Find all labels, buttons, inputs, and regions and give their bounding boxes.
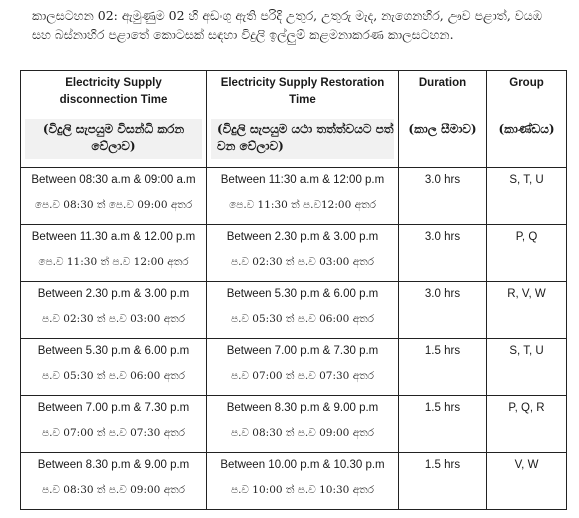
power-cut-schedule-table — [20, 70, 567, 510]
group-value: R, V, W — [507, 288, 546, 300]
header-label-si: (කාණ්ඩය) — [498, 122, 555, 136]
restoration-time-en: Between 2.30 p.m & 3.00 p.m — [226, 231, 379, 243]
group-cell — [487, 396, 567, 453]
disconnection-time-si: ප.ව 08:30 ත් ප.ව 09:00 අතර — [41, 484, 186, 496]
restoration-time-en: Between 10.00 p.m & 10.30 p.m — [220, 459, 385, 471]
disconnection-time-cell — [21, 396, 207, 453]
header-restoration-time — [207, 71, 399, 168]
table-row — [21, 396, 567, 453]
restoration-time-cell — [207, 339, 399, 396]
restoration-time-si: ප.ව 10:00 ත් ප.ව 10:30 අතර — [230, 484, 375, 496]
duration-value: 1.5 hrs — [424, 459, 461, 471]
disconnection-time-si: ප.ව 02:30 ත් ප.ව 03:00 අතර — [41, 313, 186, 325]
group-cell — [487, 453, 567, 510]
restoration-time-cell — [207, 453, 399, 510]
duration-cell — [399, 225, 487, 282]
header-duration — [399, 71, 487, 168]
disconnection-time-en: Between 8.30 p.m & 9.00 p.m — [37, 459, 190, 471]
disconnection-time-si: පෙ.ව 11:30 ත් ප.ව 12:00 අතර — [38, 256, 189, 268]
duration-value: 1.5 hrs — [424, 345, 461, 357]
group-value: S, T, U — [509, 174, 544, 186]
restoration-time-en: Between 7.00 p.m & 7.30 p.m — [226, 345, 379, 357]
restoration-time-si: ප.ව 02:30 ත් ප.ව 03:00 අතර — [230, 256, 375, 268]
disconnection-time-si: පෙ.ව 08:30 ත් පෙ.ව 09:00 අතර — [34, 199, 193, 211]
duration-cell — [399, 282, 487, 339]
header-label-en: Electricity Supply disconnection Time — [59, 77, 168, 106]
restoration-time-si: ප.ව 07:00 ත් ප.ව 07:30 අතර — [230, 370, 375, 382]
restoration-time-cell — [207, 225, 399, 282]
duration-cell — [399, 453, 487, 510]
group-cell — [487, 282, 567, 339]
group-value: S, T, U — [509, 345, 544, 357]
restoration-time-cell — [207, 168, 399, 225]
header-label-si: (විදුලි සැපයුම යථා තත්ත්වයට පත් වන වේලාව) — [211, 119, 394, 159]
disconnection-time-en: Between 11.30 a.m & 12.00 p.m — [31, 231, 196, 243]
table-row — [21, 339, 567, 396]
restoration-time-cell — [207, 282, 399, 339]
table-row — [21, 453, 567, 510]
disconnection-time-si: ප.ව 07:00 ත් ප.ව 07:30 අතර — [41, 427, 186, 439]
disconnection-time-cell — [21, 453, 207, 510]
restoration-time-en: Between 8.30 p.m & 9.00 p.m — [226, 402, 379, 414]
group-cell — [487, 225, 567, 282]
group-cell — [487, 168, 567, 225]
header-label-en: Duration — [418, 77, 467, 89]
restoration-time-si: ප.ව 05:30 ත් ප.ව 06:00 අතර — [230, 313, 375, 325]
disconnection-time-si: ප.ව 05:30 ත් ප.ව 06:00 අතර — [41, 370, 186, 382]
duration-cell — [399, 339, 487, 396]
disconnection-time-cell — [21, 225, 207, 282]
table-header-row — [21, 71, 567, 168]
restoration-time-cell — [207, 396, 399, 453]
table-row — [21, 168, 567, 225]
duration-value: 3.0 hrs — [424, 174, 461, 186]
disconnection-time-cell — [21, 168, 207, 225]
disconnection-time-en: Between 5.30 p.m & 6.00 p.m — [37, 345, 190, 357]
restoration-time-si: ප.ව 08:30 ත් ප.ව 09:00 අතර — [230, 427, 375, 439]
group-value: P, Q — [515, 231, 538, 243]
duration-value: 1.5 hrs — [424, 402, 461, 414]
header-label-si: (විදුලි සැපයුම විසන්ධි කරන වේලාව) — [25, 119, 202, 159]
duration-cell — [399, 168, 487, 225]
intro-paragraph: කාලසටහන 02: ඇමුණුම 02 හි අඩංගු ඇති පරිදි උතුර, උතුරු මැද, නැගෙනහිර, ඌව පළාත්, වයඹ සහ බස්නාහිර පළාතේ කොටසක් සඳහා විදුලි ඉල්ලුම් කළමනාකරණ කාලසටහන. — [32, 8, 543, 42]
header-disconnection-time — [21, 71, 207, 168]
group-value: P, Q, R — [508, 402, 545, 414]
header-group — [487, 71, 567, 168]
header-label-si: (කාල සීමාව) — [408, 122, 477, 136]
disconnection-time-cell — [21, 282, 207, 339]
restoration-time-en: Between 5.30 p.m & 6.00 p.m — [226, 288, 379, 300]
disconnection-time-cell — [21, 339, 207, 396]
table-row — [21, 282, 567, 339]
duration-value: 3.0 hrs — [424, 231, 461, 243]
disconnection-time-en: Between 2.30 p.m & 3.00 p.m — [37, 288, 190, 300]
duration-cell — [399, 396, 487, 453]
group-cell — [487, 339, 567, 396]
disconnection-time-en: Between 7.00 p.m & 7.30 p.m — [37, 402, 190, 414]
restoration-time-en: Between 11:30 a.m & 12:00 p.m — [220, 174, 385, 186]
header-label-en: Group — [509, 77, 544, 89]
header-label-en: Electricity Supply Restoration Time — [220, 77, 385, 106]
restoration-time-si: පෙ.ව 11:30 ත් ප.ව12:00 අතර — [229, 199, 376, 211]
disconnection-time-en: Between 08:30 a.m & 09:00 a.m — [31, 174, 196, 186]
group-value: V, W — [514, 459, 539, 471]
duration-value: 3.0 hrs — [424, 288, 461, 300]
table-row — [21, 225, 567, 282]
